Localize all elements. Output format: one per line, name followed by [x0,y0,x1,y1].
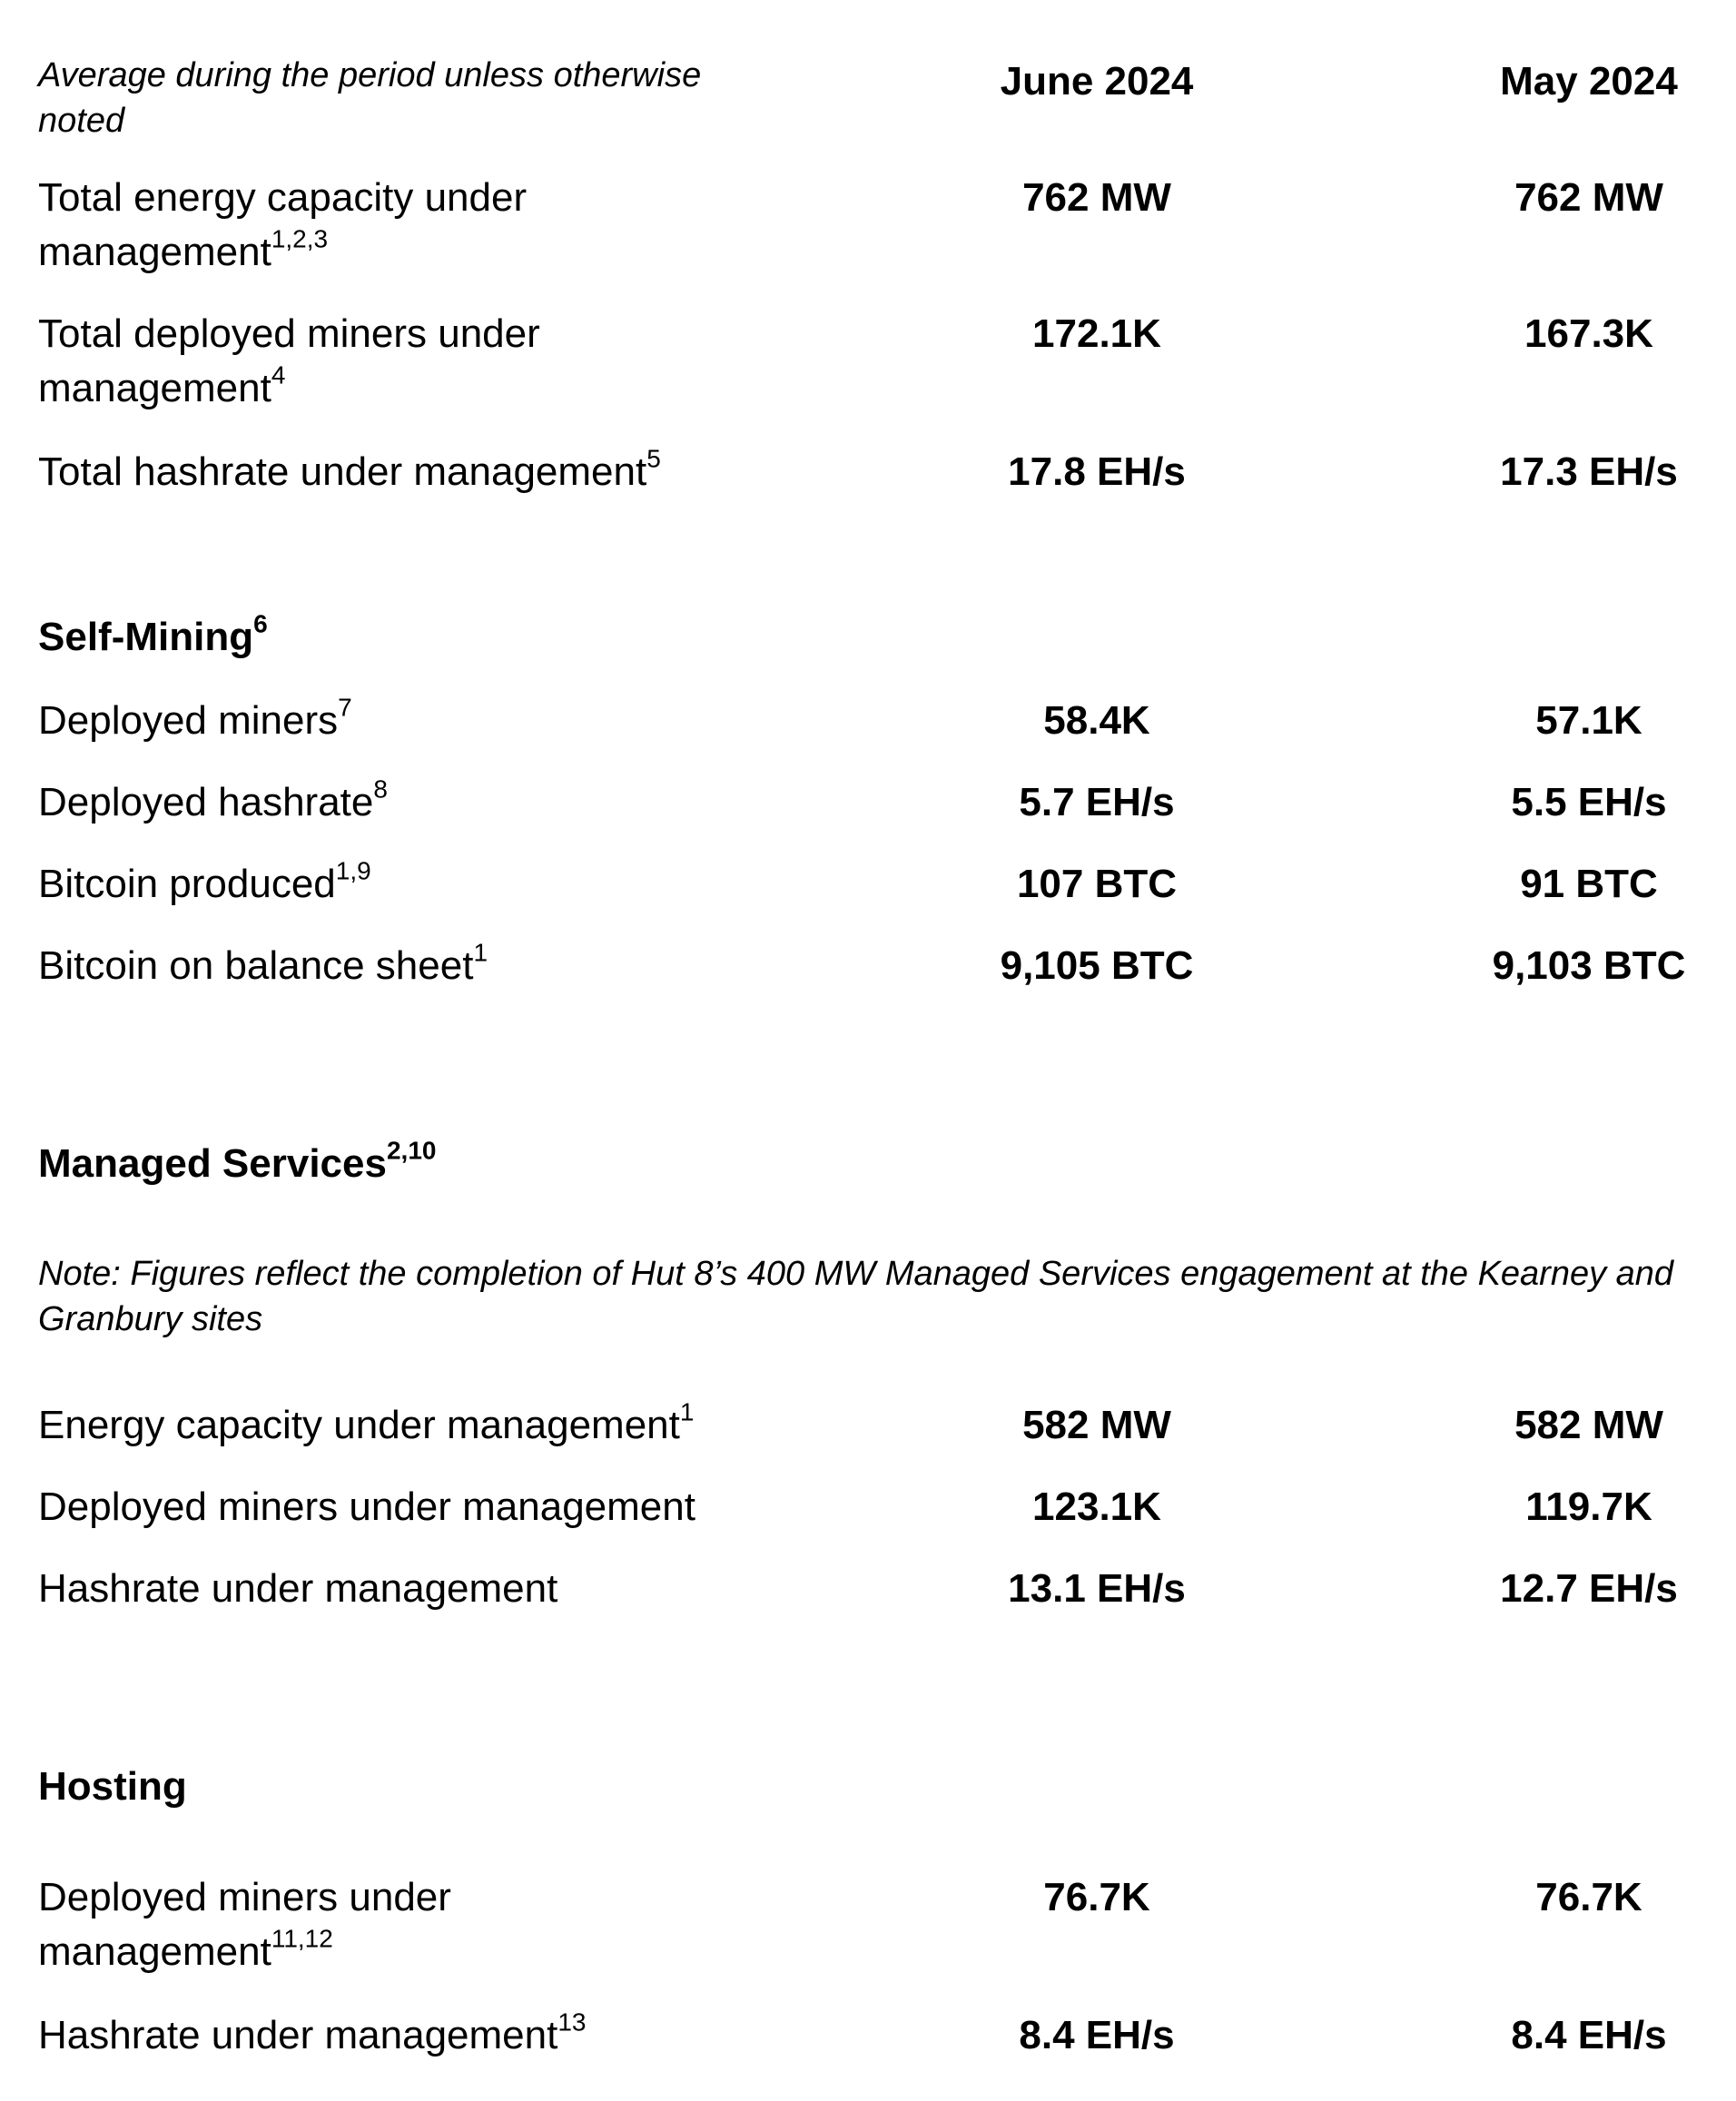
row-label: Total hashrate under management$^5$ [38,444,661,494]
column-header-june: June 2024 [1000,59,1194,104]
managed-services-note: Note: Figures reflect the completion of Hut 8’s 400 MW Managed Services engagement at the Kearney and Granbury sites [38,1255,1674,1338]
row-label: Deployed miners under management [38,1485,695,1529]
row-label: Bitcoin produced$^{1,9}$ [38,856,371,906]
period-note: Average during the period unless otherwise noted [38,56,702,140]
value-june: 172.1K [1032,311,1161,356]
row-label: Hashrate under management [38,1566,558,1611]
value-may: 582 MW [1514,1403,1663,1447]
value-june: 9,105 BTC [1000,943,1194,988]
value-june: 13.1 EH/s [1008,1566,1186,1611]
value-june: 8.4 EH/s [1019,2013,1175,2057]
value-june: 123.1K [1032,1485,1161,1529]
row-label: Deployed miners$^7$ [38,693,352,743]
row-label: Energy capacity under management$^1$ [38,1397,695,1447]
value-may: 57.1K [1535,698,1642,743]
value-may: 12.7 EH/s [1500,1566,1678,1611]
value-june: 107 BTC [1016,862,1178,906]
row-label: Total deployed miners under management$^4$ [38,311,540,410]
row-label: Deployed hashrate$^8$ [38,774,388,824]
section-title: Self-Mining$^6$ [38,609,268,659]
row-label: Bitcoin on balance sheet$^1$ [38,938,488,988]
value-may: 8.4 EH/s [1511,2013,1667,2057]
value-june: 5.7 EH/s [1019,780,1175,824]
value-may: 167.3K [1524,311,1653,356]
value-may: 17.3 EH/s [1500,449,1678,494]
value-may: 119.7K [1525,1485,1652,1529]
value-may: 9,103 BTC [1492,943,1686,988]
row-label: Total energy capacity under management$^{1,2,3}$ [38,175,528,274]
row-label: Deployed miners under management$^{11,12}$ [38,1875,451,1974]
value-june: 582 MW [1022,1403,1171,1447]
value-june: 58.4K [1043,698,1150,743]
value-may: 91 BTC [1520,862,1658,906]
value-june: 17.8 EH/s [1008,449,1186,494]
row-label: Hashrate under management$^{13}$ [38,2007,587,2057]
value-june: 762 MW [1022,175,1171,220]
value-may: 76.7K [1535,1875,1642,1919]
section-title: Hosting [38,1764,187,1809]
value-may: 762 MW [1514,175,1663,220]
value-june: 76.7K [1043,1875,1150,1919]
column-header-may: May 2024 [1500,59,1678,104]
section-title: Managed Services$^{2,10}$ [38,1136,437,1186]
value-may: 5.5 EH/s [1511,780,1667,824]
